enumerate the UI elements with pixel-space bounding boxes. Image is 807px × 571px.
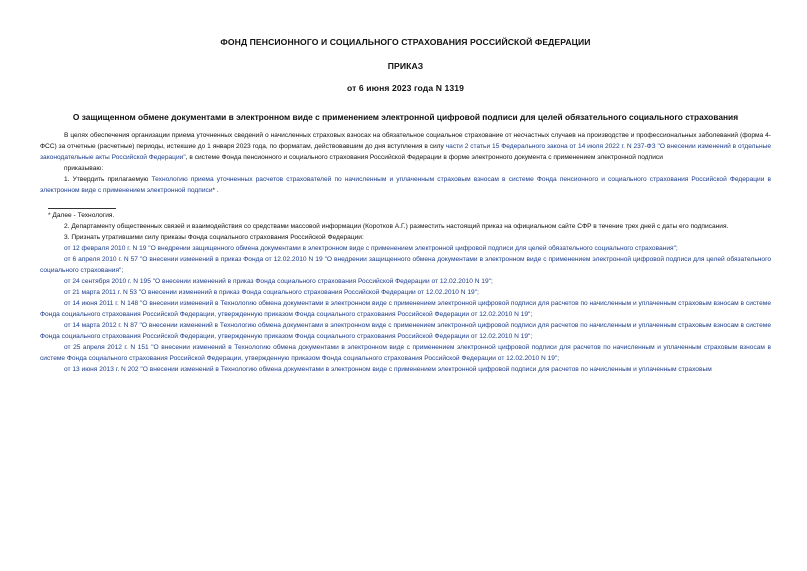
intro-text-b: , в системе Фонда пенсионного и социального страхования Российской Федерации в форме электронного документа с применением электронной подписи [185, 154, 663, 162]
item-1-text-b: * . [212, 187, 219, 195]
item-1 [40, 174, 771, 196]
footnote-divider [48, 208, 116, 209]
org-name: ФОНД ПЕНСИОННОГО И СОЦИАЛЬНОГО СТРАХОВАНИЯ РОССИЙСКОЙ ФЕДЕРАЦИИ [220, 37, 591, 47]
item-1-text-a: 1. Утвердить прилагаемую [64, 176, 152, 184]
reference-link[interactable]: от 14 июня 2011 г. N 148 "О внесении изменений в Технологию обмена документами в электронном виде с применением электронной цифровой подписи для расчетов по начисленным и уплаченным страховым взносам в системе Фонда социального страхования Российской Федерации, утвержденную приказом Фонда социального страхования Российской Федерации от 12.02.2010 N 19"; [40, 300, 771, 319]
intro-law-link[interactable]: части 2 статьи 15 Федерального закона от 14 июля 2022 г. N 237-ФЗ "О внесении изменений в отдельные законодательные акты Российской Федерации" [40, 143, 771, 162]
reference-link[interactable]: от 6 апреля 2010 г. N 57 "О внесении изменений в приказ Фонда от 12.02.2010 N 19 "О внедрении защищенного обмена документами в электронном виде с применением электронной цифровой подписи для целей обязательного социального страхования"; [40, 256, 771, 275]
reference-link[interactable]: от 25 апреля 2012 г. N 151 "О внесении изменений в Технологию обмена документами в электронном виде с применением электронной цифровой подписи для расчетов по начисленным и уплаченным страховым взносам в системе Фонда социального страхования Российской Федерации, утвержденную приказом Фонда социального страхования Российской Федерации от 12.02.2010 N 19"; [40, 344, 771, 363]
prikazyvayu-text: приказываю: [64, 165, 104, 173]
reference-link[interactable]: от 24 сентября 2010 г. N 195 "О внесении изменений в приказ Фонда социального страхования Российской Федерации от 12.02.2010 N 19"; [64, 278, 493, 286]
doc-type: ПРИКАЗ [387, 61, 424, 71]
reference-link[interactable]: от 13 июня 2013 г. N 202 "О внесении изменений в Технологию обмена документами в электронном виде с применением электронной цифровой подписи для расчетов по начисленным и уплаченным страховым [64, 366, 712, 374]
reference-link[interactable]: от 21 марта 2011 г. N 53 "О внесении изменений в приказ Фонда социального страхования Российской Федерации от 12.02.2010 N 19"; [64, 289, 479, 297]
reference-link[interactable]: от 14 марта 2012 г. N 87 "О внесении изменений в Технологию обмена документами в электронном виде с применением электронной цифровой подписи для расчетов по начисленным и уплаченным страховым взносам в системе Фонда социального страхования Российской Федерации, утвержденную приказом Фонда социального страхования Российской Федерации от 12.02.2010 N 19"; [40, 322, 771, 341]
intro-text-a: В целях обеспечения организации приема уточненных сведений о начисленных страховых взносах на обязательное социальное страхование от несчастных случаев на производстве и профессиональных заболеваний (форма 4-ФСС) за отчетные (расчетные) периоды, истекшие до 1 января 2023 года, по форматам, действовавшим до дня вступления в силу [40, 132, 771, 151]
item-2: 2. Департаменту общественных связей и взаимодействия со средствами массовой информации (Коротков А.Г.) разместить настоящий приказ на официальном сайте СФР в течение трех дней с даты его подписания. [64, 223, 729, 231]
doc-date-number: от 6 июня 2023 года N 1319 [346, 83, 465, 93]
footnote: * Далее - Технология. [48, 212, 115, 220]
item-3: 3. Признать утратившими силу приказы Фонда социального страхования Российской Федерации: [64, 234, 364, 242]
technology-link[interactable]: Технологию приема уточненных расчетов страхователей по начисленным и уплаченным страховым взносам в системе Фонда пенсионного и социального страхования Российской Федерации в электронном виде с применением электронной подписи [40, 176, 771, 195]
intro-paragraph [40, 130, 771, 163]
reference-link[interactable]: от 12 февраля 2010 г. N 19 "О внедрении защищенного обмена документами в электронном виде с применением электронной цифровой подписи для целей обязательного социального страхования"; [64, 245, 678, 253]
doc-subject: О защищенном обмене документами в электронном виде с применением электронной цифровой подписи для целей обязательного социального страхования [72, 112, 739, 122]
